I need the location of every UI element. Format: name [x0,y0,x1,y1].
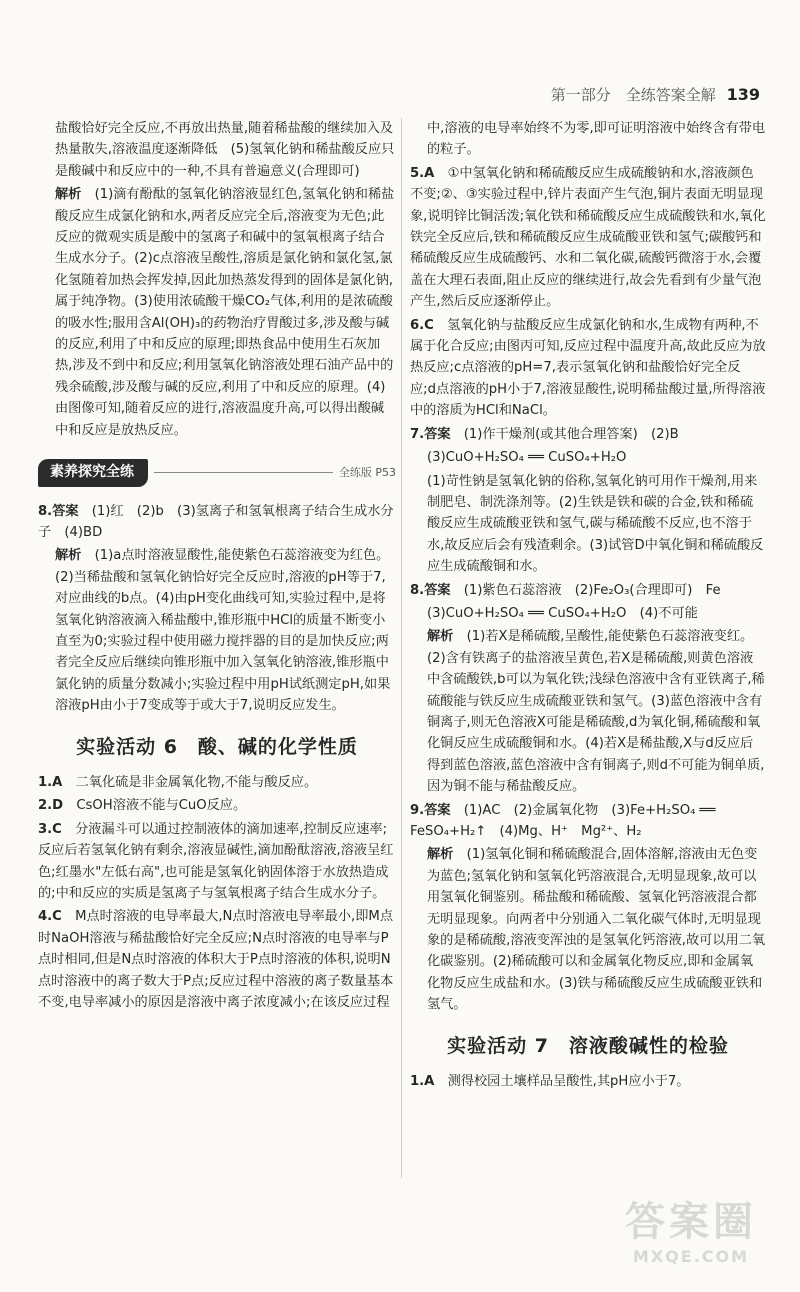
answer-a4 [38,906,396,1013]
q8-analysis: (1)a点时溶液显酸性,能使紫色石蕊溶液变为红色。(2)当稀盐酸和氢氧化钠恰好完全反应时,溶液的pH等于7,对应曲线的b点。(4)由pH变化曲线可知,实验过程中,是将氢氧化钠溶液滴入稀盐酸中,锥形瓶中HCl的质量不断变小直至为0;实验过程中使用磁力搅拌器的目的是加快反应;两者完全反应后继续向锥形瓶中加入氢氧化钠溶液,锥形瓶中氯化钠的质量分数减小;实验过程中用pH试纸测定pH,如果溶液pH由小于7变成等于或大于7,说明反应发生。 [55,548,391,714]
a2-text: CsOH溶液不能与CuO反应。 [76,798,247,814]
page-number: 139 [726,85,760,104]
column-divider [401,118,402,1178]
analysis-8 [38,545,396,716]
a8-answer-label: 答案 [424,582,451,598]
analysis-text: (1)滴有酚酞的氢氧化钠溶液显红色,氢氧化钠和稀盐酸反应生成氯化钠和水,两者反应完全后,溶液变为无色;此反应的微观实质是酸中的氢离子和碱中的氢氧根离子结合生成水分子。(2)c点溶液呈酸性,溶质是氯化钠和氯化氢,氯化氢随着加热会挥发掉,因此加热蒸发得到的固体是氯化钠,属于纯净物。(3)使用浓硫酸干燥CO₂气体,利用的是浓硫酸的吸水性;服用含Al(OH)₃的药物治疗胃酸过多,涉及酸与碱的反应,利用了中和反应的原理;即热食品中使用生石灰加热,涉及不到中和反应;利用氢氧化钠溶液处理石油产品中的残余硫酸,涉及酸与碱的反应,利用了中和反应的原理。(4)由图像可知,随着反应的进行,溶液温度升高,可以得出酸碱中和反应是放热反应。 [55,187,395,438]
a7-answer-label: 答案 [424,426,451,442]
b1-text: 测得校园土壤样品呈酸性,其pH应小于7。 [447,1074,690,1090]
answer-a1 [38,772,396,793]
a9-analysis-label: 解析 [427,847,454,863]
a2-number: 2.D [38,798,64,814]
a6-number: 6.C [410,317,434,333]
a6-text: 氢氧化钠与盐酸反应生成氯化钠和水,生成物有两种,不属于化合反应;由图丙可知,反应过程中温度升高,故此反应为放热反应;c点溶液的pH=7,表示氢氧化钠和盐酸恰好完全反应;d点溶液的pH小于7,溶液显酸性,说明稀盐酸过量,所得溶液中的溶质为HCl和NaCl。 [410,317,766,419]
a1-text: 二氧化硫是非金属氧化物,不能与酸反应。 [75,774,318,790]
section-title-6: 实验活动 6 酸、碱的化学性质 [76,735,358,758]
right-column [410,118,766,1094]
a9-answer: (1)AC (2)金属氧化物 (3)Fe+H₂SO₄ ══ FeSO₄+H₂↑ (4)Mg、H⁺ Mg²⁺、H₂ [410,802,716,839]
a1-number: 1.A [38,774,63,790]
continuation-paragraph: 盐酸恰好完全反应,不再放出热量,随着稀盐酸的继续加入及热量散失,溶液温度逐渐降低 (5)氢氧化钠和稀盐酸反应只是酸碱中和反应中的一种,不具有普遍意义(合理即可) [55,121,395,179]
banner-label: 素养探究全练 [38,459,148,486]
a7-number: 7. [410,426,425,442]
analysis-label: 解析 [55,187,82,203]
q8-analysis-label: 解析 [55,548,82,564]
section-title-7: 实验活动 7 溶液酸碱性的检验 [447,1034,729,1057]
continuation-paragraph-right: 中,溶液的电导率始终不为零,即可证明溶液中始终含有带电的粒子。 [427,121,766,158]
a8-answer: (1)紫色石蕊溶液 (2)Fe₂O₃(合理即可) Fe [463,582,721,598]
left-column [38,118,396,1015]
a4-number: 4.C [38,909,62,925]
a9-answer-label: 答案 [424,802,451,818]
a8-analysis-label: 解析 [427,629,454,645]
header-section: 第一部分 全练答案全解 [550,86,716,104]
a7-analysis: (1)苛性钠是氢氧化钠的俗称,氢氧化钠可用作干燥剂,用来制肥皂、制洗涤剂等。(2)生铁是铁和碳的合金,铁和稀硫酸反应生成硫酸亚铁和氢气,碳与稀硫酸不反应,也不溶于水,故反应后会有残渣剩余。(3)试管D中氧化铜和稀硫酸反应生成硫酸铜和水。 [427,473,764,575]
answer-a5 [410,163,766,313]
banner-rule [154,472,333,473]
q8-number: 8. [38,503,53,519]
a9-number: 9. [410,802,425,818]
a7-answer: (1)作干燥剂(或其他合理答案) (2)B [463,426,679,442]
a8-answer-continued: (3)CuO+H₂SO₄ ══ CuSO₄+H₂O (4)不可能 [427,605,698,621]
answer-a8 [410,580,766,601]
b1-number: 1.A [410,1074,435,1090]
a9-analysis [410,844,766,1015]
a8-analysis-text: (1)若X是稀硫酸,呈酸性,能使紫色石蕊溶液变红。(2)含有铁离子的盐溶液呈黄色,若X是稀硫酸,则黄色溶液中含硫酸铁,b可以为氧化铁;浅绿色溶液中含有亚铁离子,稀硫酸能与铁反应生成硫酸亚铁和氢气。(3)蓝色溶液中含有铜离子,则无色溶液X可能是稀硫酸,d为氧化铜,稀硫酸和氧化铜反应生成硫酸铜和水。(4)若X是稀盐酸,X与d反应后得到蓝色溶液,蓝色溶液中含有铜离子,则d不可能为铜单质,因为铜不能与稀盐酸反应。 [427,629,765,795]
watermark-title: 答案圈 [625,1199,757,1245]
section-banner [38,459,396,486]
answer-a6 [410,315,766,422]
a8-analysis [410,626,766,797]
a3-text: 分液漏斗可以通过控制液体的滴加速率,控制反应速率;反应后若氢氧化钠有剩余,溶液显碱性,滴加酚酞溶液,溶液呈红色;红墨水"左低右高",也可能是氢氧化钠固体溶于水放热造成的;中和反应的实质是氢离子与氢氧根离子结合生成水分子。 [38,821,394,901]
a5-number: 5.A [410,165,435,181]
a5-text: ①中氢氧化钠和稀硫酸反应生成硫酸钠和水,溶液颜色不变;②、③实验过程中,锌片表面产生气泡,铜片表面无明显现象,说明锌比铜活泼;氧化铁和稀硫酸反应生成硫酸铁和水,氧化铁完全反应后,铁和稀硫酸反应生成硫酸亚铁和氢气;碳酸钙和稀硫酸反应生成硫酸钙、水和二氧化碳,硫酸钙微溶于水,会覆盖在大理石表面,阻止反应的继续进行,故会先看到有少量气泡产生,然后反应逐渐停止。 [410,165,766,310]
answer-a2 [38,795,396,816]
answer-a3 [38,819,396,905]
analysis-paragraph [38,184,396,441]
answer-a7 [410,424,766,445]
a9-analysis-text: (1)氢氧化铜和稀硫酸混合,固体溶解,溶液由无色变为蓝色;氢氧化钠和氢氧化钙溶液混合,无明显现象,故可以用氢氧化铜鉴别。稀盐酸和稀硫酸、氢氧化钙溶液混合都无明显现象。向两者中分别通入二氧化碳气体时,无明显现象的是稀硫酸,溶液变浑浊的是氢氧化钙溶液,故可以用二氧化碳鉴别。(2)稀硫酸可以和金属氧化物反应,即和金属氧化物反应生成盐和水。(3)铁与稀硫酸反应生成硫酸亚铁和氢气。 [427,847,766,1013]
watermark-url: MXQE.COM [632,1247,750,1266]
q8-answer-label: 答案 [52,503,79,519]
a7-equation: (3)CuO+H₂SO₄ ══ CuSO₄+H₂O [427,450,627,466]
answer-a9 [410,800,766,843]
page-header [551,84,760,105]
a3-number: 3.C [38,821,62,837]
q8-answer: (1)红 (2)b (3)氢离子和氢氧根离子结合生成水分子 (4)BD [38,503,394,540]
answer-b1 [410,1071,766,1092]
a8-number: 8. [410,582,425,598]
banner-note: 全练版 P53 [338,466,396,480]
watermark-logo [596,1190,786,1282]
answer-8 [38,501,396,544]
a4-text: M点时溶液的电导率最大,N点时溶液电导率最小,即M点时NaOH溶液与稀盐酸恰好完全反应;N点时溶液的电导率与P点时相同,但是N点时溶液的体积大于P点时溶液的体积,说明N点时溶液中的离子数大于P点;反应过程中溶液的离子数量基本不变,电导率减小的原因是溶液中离子浓度减小;在该反应过程 [38,909,394,1011]
